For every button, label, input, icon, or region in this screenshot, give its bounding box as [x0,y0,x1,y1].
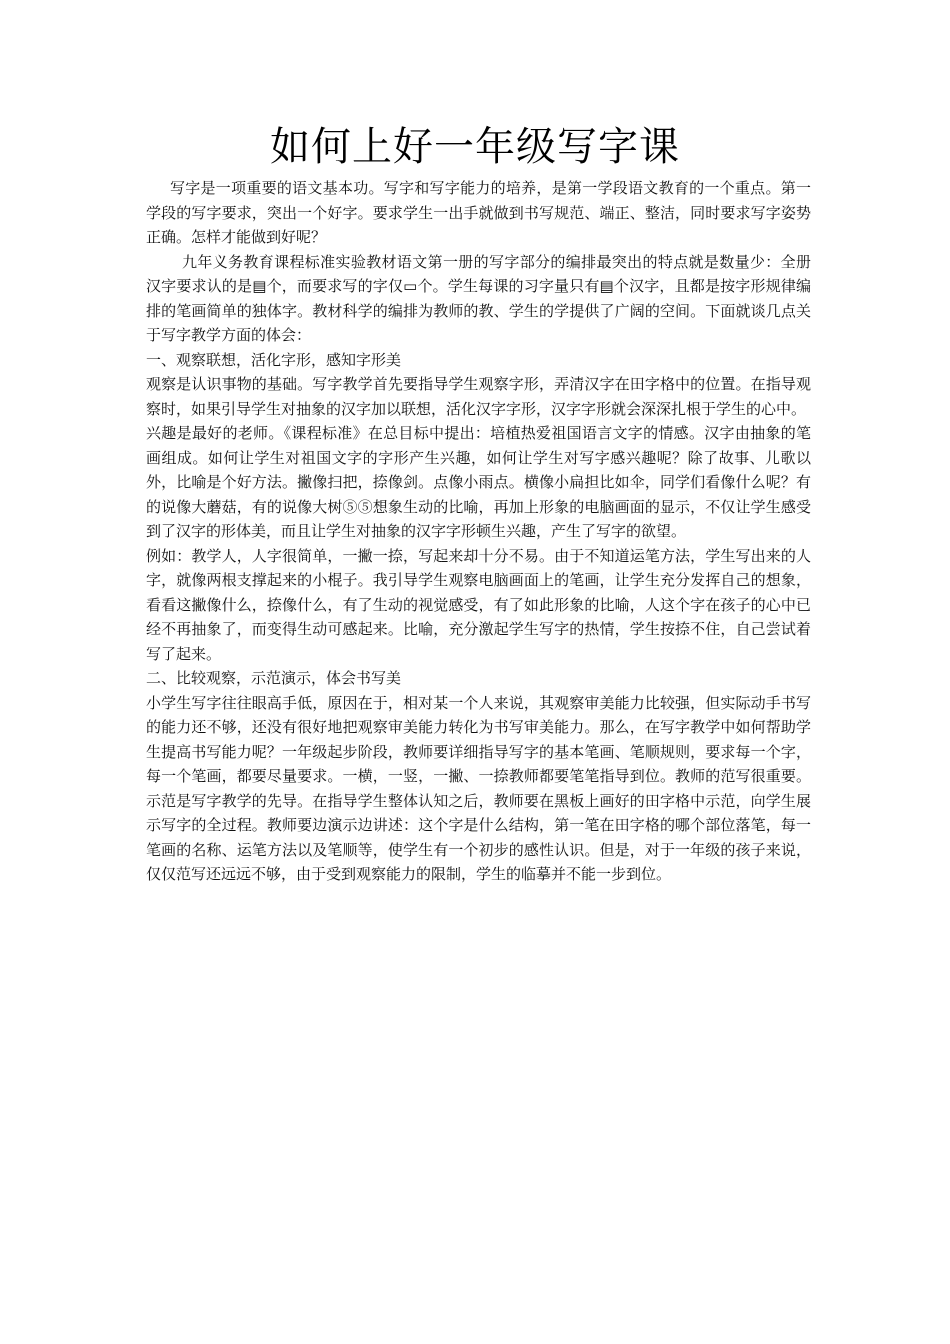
paragraph-observation: 观察是认识事物的基础。写字教学首先要指导学生观察字形，弄清汉字在田字格中的位置。在指导观察时，如果引导学生对抽象的汉字加以联想，活化汉字字形，汉字字形就会深深扎根于学生的心中。 [146,375,811,418]
document-body [146,176,811,887]
document-title: 如何上好一年级写字课 [270,124,680,170]
paragraph-textbook: 九年义务教育课程标准实验教材语文第一册的写字部分的编排最突出的特点就是数量少：全册汉字要求认的是▤个，而要求写的字仅▭个。学生每课的习字量只有▤个汉字，且都是按字形规律编排的笔画简单的独体字。教材科学的编排为教师的教、学生的学提供了广阔的空间。下面就谈几点关于写字教学方面的体会： [146,252,811,344]
paragraph-intro: 写字是一项重要的语文基本功。写字和写字能力的培养，是第一学段语文教育的一个重点。第一学段的写字要求，突出一个好字。要求学生一出手就做到书写规范、端正、整洁，同时要求写字姿势正确。怎样才能做到好呢？ [146,179,811,246]
section-heading-2: 二、比较观察，示范演示，体会书写美 [146,669,402,687]
paragraph-interest: 兴趣是最好的老师。《课程标准》在总目标中提出：培植热爱祖国语言文字的情感。汉字由抽象的笔画组成。如何让学生对祖国文字的字形产生兴趣，如何让学生对写字感兴趣呢？除了故事、儿歌以外，比喻是个好方法。撇像扫把，捺像剑。点像小雨点。横像小扁担比如伞，同学们看像什么呢？有的说像大蘑菇，有的说像大树⑤⑤想象生动的比喻，再加上形象的电脑画面的显示，不仅让学生感受到了汉字的形体美，而且让学生对抽象的汉字字形顿生兴趣，产生了写字的欲望。 [146,424,811,540]
section-heading-1: 一、观察联想，活化字形，感知字形美 [146,350,402,369]
paragraph-example: 例如：教学人，人字很简单，一撇一捺，写起来却十分不易。由于不知道运笔方法，学生写出来的人字，就像两根支撑起来的小棍子。我引导学生观察电脑画面上的笔画，让学生充分发挥自己的想象，看看这撇像什么，捺像什么，有了生动的视觉感受，有了如此形象的比喻，人这个字在孩子的心中已经不再抽象了，而变得生动可感起来。比喻，充分激起学生写字的热情，学生按捺不住，自己尝试着写了起来。 [146,546,811,663]
paragraph-demonstration: 小学生写字往往眼高手低，原因在于，相对某一个人来说，其观察审美能力比较强，但实际动手书写的能力还不够，还没有很好地把观察审美能力转化为书写审美能力。那么，在写字教学中如何帮助学生提高书写能力呢？一年级起步阶段，教师要详细指导写字的基本笔画、笔顺规则，要求每一个字，每一个笔画，都要尽量要求。一横，一竖，一撇、一捺教师都要笔笔指导到位。教师的范写很重要。示范是写字教学的先导。在指导学生整体认知之后，教师要在黑板上画好的田字格中示范，向学生展示写字的全过程。教师要边演示边讲述：这个字是什么结构，第一笔在田字格的哪个部位落笔，每一笔画的名称、运笔方法以及笔顺等，使学生有一个初步的感性认识。但是，对于一年级的孩子来说，仅仅范写还远远不够，由于受到观察能力的限制，学生的临摹并不能一步到位。 [146,693,811,883]
